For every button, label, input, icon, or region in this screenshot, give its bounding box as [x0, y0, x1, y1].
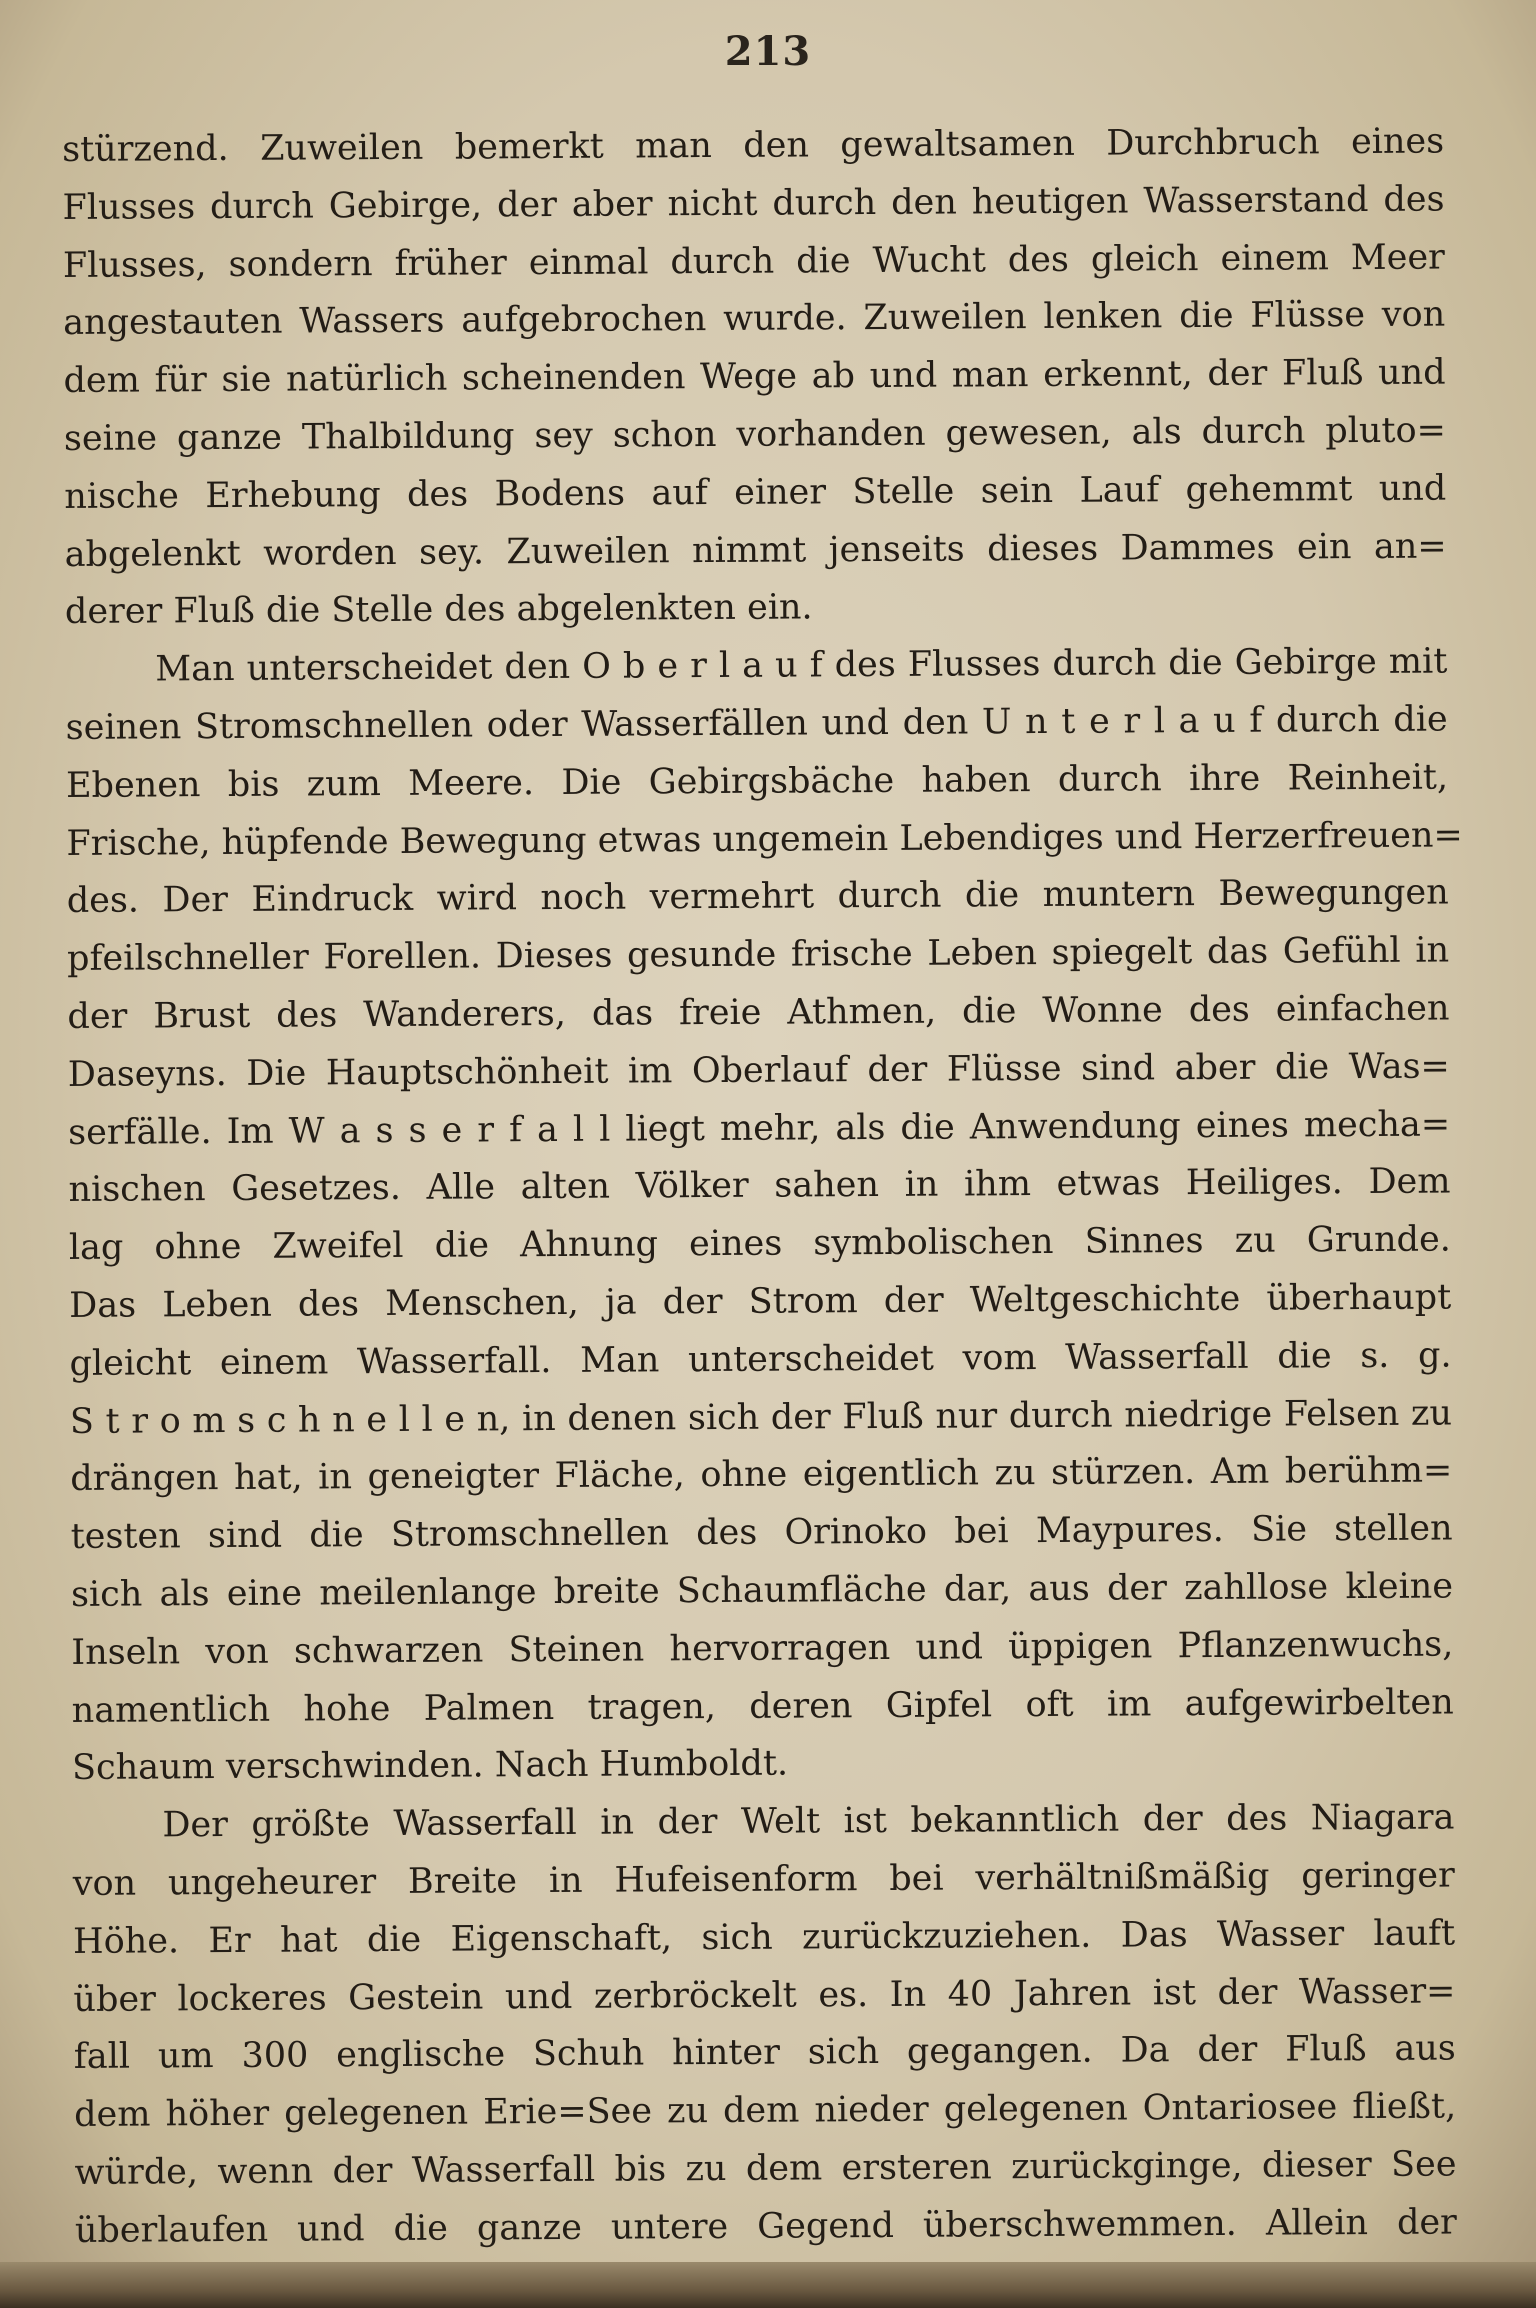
text-line: angestauten Wassers aufgebrochen wurde. Zuweilen lenken die Flüsse von [63, 294, 1446, 344]
text-line: dem höher gelegenen Erie=See zu dem nieder gelegenen Ontariosee fließt, [74, 2086, 1457, 2136]
text-line: Das Leben des Menschen, ja der Strom der Weltgeschichte überhaupt [69, 1277, 1452, 1326]
text-line: nischen Gesetzes. Alle alten Völker sahen in ihm etwas Heiliges. Dem [68, 1161, 1451, 1211]
text-line: drängen hat, in geneigter Fläche, ohne eigentlich zu stürzen. Am berühm= [70, 1450, 1453, 1500]
text-line: sich als eine meilenlange breite Schaumfläche dar, aus der zahllose kleine [70, 1566, 1454, 1615]
text-line: nische Erhebung des Bodens auf einer Stelle sein Lauf gehemmt und [64, 468, 1447, 517]
text-line: Flusses durch Gebirge, der aber nicht durch den heutigen Wasserstand des [62, 179, 1445, 228]
text-line: lag ohne Zweifel die Ahnung eines symbolischen Sinnes zu Grunde. [68, 1219, 1451, 1269]
text-line: über lockeres Gestein und zerbröckelt es. In 40 Jahren ist der Wasser= [73, 1971, 1456, 2020]
text-line: derer Fluß die Stelle des abgelenkten ein. [64, 587, 813, 633]
text-line: von ungeheurer Breite in Hufeisenform bei verhältnißmäßig geringer [72, 1855, 1455, 1904]
text-line: testen sind die Stromschnellen des Orinoko bei Maypures. Sie stellen [70, 1508, 1453, 1558]
text-line: würde, wenn der Wasserfall bis zu dem ersteren zurückginge, dieser See [74, 2144, 1457, 2193]
text-line: S t r o m s c h n e l l e n, in denen sich der Fluß nur durch niedrige Felsen zu [69, 1393, 1453, 1442]
text-line: Flusses, sondern früher einmal durch die Wucht des gleich einem Meer [62, 237, 1445, 286]
text-line: Ebenen bis zum Meere. Die Gebirgsbäche haben durch ihre Reinheit, [65, 757, 1449, 806]
text-line: Daseyns. Die Hauptschönheit im Oberlauf der Flüsse sind aber die Was= [67, 1046, 1450, 1095]
paragraph [62, 114, 1447, 643]
text-line: serfälle. Im W a s s e r f a l l liegt mehr, als die Anwendung eines mecha= [68, 1104, 1451, 1153]
text-line: seine ganze Thalbildung sey schon vorhanden gewesen, als durch pluto= [63, 410, 1447, 459]
text-line: Frische, hüpfende Bewegung etwas ungemein Lebendiges und Herzerfreuen= [66, 815, 1463, 864]
page-bottom-edge [0, 2262, 1536, 2308]
text-line: Schaum verschwinden. Nach Humboldt. [71, 1743, 789, 1789]
paragraph [65, 634, 1463, 1798]
text-line: seinen Stromschnellen oder Wasserfällen und den U n t e r l a u f durch die [65, 699, 1448, 748]
text-line: pfeilschneller Forellen. Dieses gesunde frische Leben spiegelt das Gefühl in [66, 930, 1450, 980]
text-line: namentlich hohe Palmen tragen, deren Gipfel oft im aufgewirbelten [71, 1682, 1454, 1731]
body-text [62, 114, 1463, 2261]
page-number: 213 [724, 28, 812, 75]
text-line: Der größte Wasserfall in der Welt ist bekanntlich der des Niagara [162, 1797, 1455, 1846]
text-line: des. Der Eindruck wird noch vermehrt durch die muntern Bewegungen [66, 872, 1449, 922]
text-line: Höhe. Er hat die Eigenschaft, sich zurückzuziehen. Das Wasser lauft [72, 1913, 1456, 1962]
text-line: Inseln von schwarzen Steinen hervorragen und üppigen Pflanzenwuchs, [71, 1624, 1454, 1673]
paragraph [72, 1790, 1457, 2261]
text-line: der Brust des Wanderers, das freie Athmen, die Wonne des einfachen [67, 988, 1450, 1037]
text-line: dem für sie natürlich scheinenden Wege ab und man erkennt, der Fluß und [63, 352, 1446, 402]
text-line: überlaufen und die ganze untere Gegend überschwemmen. Allein der [74, 2202, 1457, 2251]
text-line: fall um 300 englische Schuh hinter sich gegangen. Da der Fluß aus [73, 2028, 1456, 2078]
text-line: Man unterscheidet den O b e r l a u f des Flusses durch die Gebirge mit [155, 641, 1448, 690]
text-line: stürzend. Zuweilen bemerkt man den gewaltsamen Durchbruch eines [62, 121, 1445, 170]
text-line: gleicht einem Wasserfall. Man unterscheidet vom Wasserfall die s. g. [69, 1335, 1452, 1384]
text-line: abgelenkt worden sey. Zuweilen nimmt jenseits dieses Dammes ein an= [64, 526, 1447, 575]
